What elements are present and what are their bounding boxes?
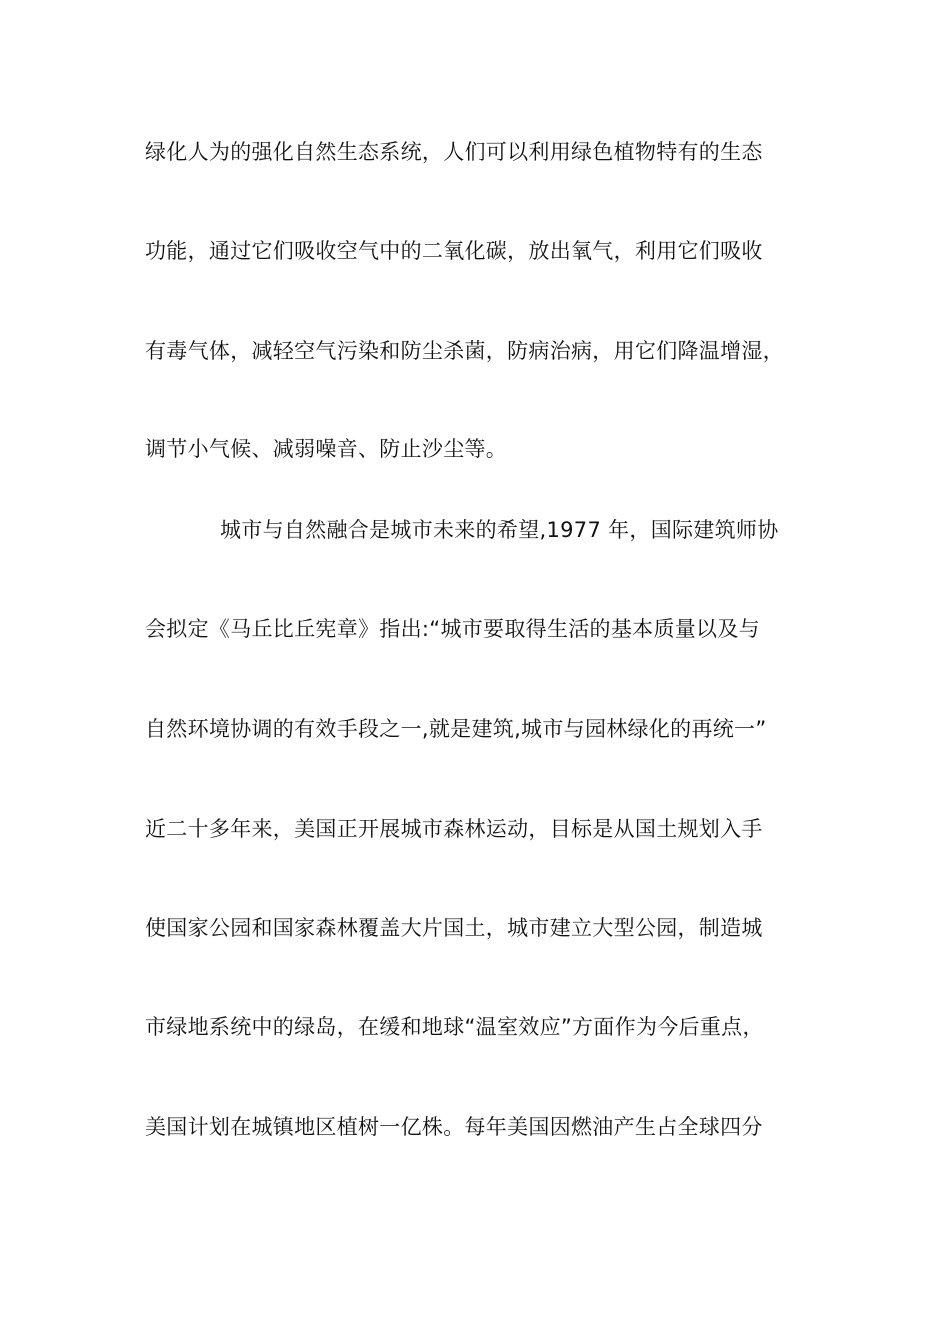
paragraph-line-6: 会拟定《马丘比丘宪章》指出:“城市要取得生活的基本质量以及与 <box>145 617 760 641</box>
paragraph-line-9: 使国家公园和国家森林覆盖大片国土，城市建立大型公园，制造城 <box>145 916 763 940</box>
paragraph-line-10: 市绿地系统中的绿岛，在缓和地球“温室效应”方面作为今后重点， <box>145 1015 764 1039</box>
paragraph-line-3: 有毒气体，减轻空气污染和防尘杀菌，防病治病，用它们降温增湿， <box>145 339 784 363</box>
paragraph-line-7: 自然环境协调的有效手段之一,就是建筑,城市与园林绿化的再统一” <box>145 717 767 741</box>
paragraph-line-1: 绿化人为的强化自然生态系统，人们可以利用绿色植物特有的生态 <box>145 140 763 164</box>
paragraph-line-8: 近二十多年来，美国正开展城市森林运动，目标是从国土规划入手 <box>145 817 763 841</box>
paragraph-line-4: 调节小气候、减弱噪音、防止沙尘等。 <box>145 437 508 461</box>
paragraph-line-5: 城市与自然融合是城市未来的希望,1977 年，国际建筑师协 <box>220 518 779 542</box>
paragraph-line-2: 功能，通过它们吸收空气中的二氧化碳，放出氧气，利用它们吸收 <box>145 239 763 263</box>
paragraph-line-11: 美国计划在城镇地区植树一亿株。每年美国因燃油产生占全球四分 <box>145 1115 763 1139</box>
